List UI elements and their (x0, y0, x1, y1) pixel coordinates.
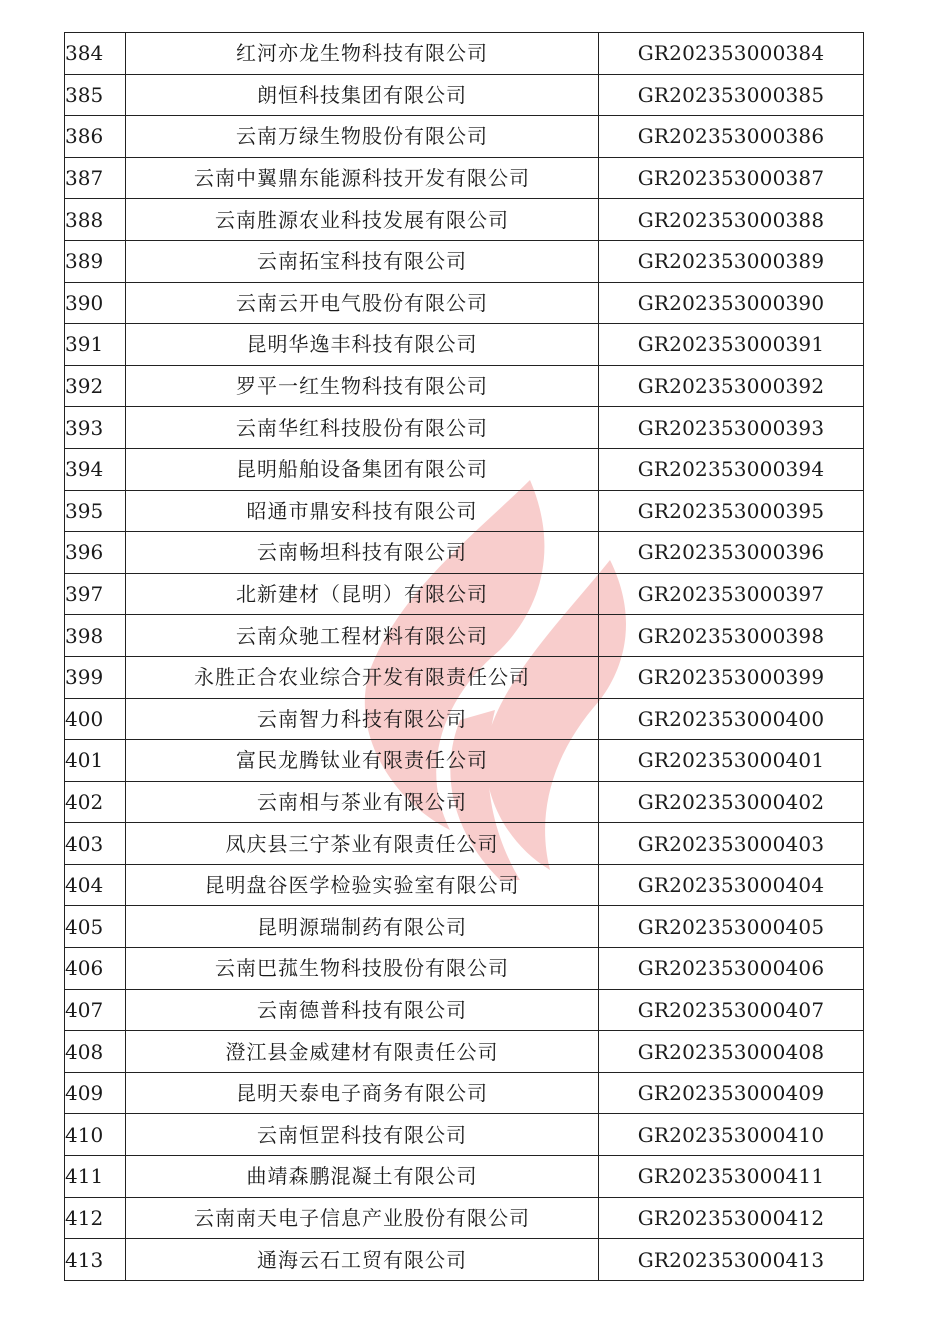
company-name: 云南相与茶业有限公司 (126, 781, 599, 823)
row-number: 404 (65, 864, 126, 906)
row-number: 403 (65, 823, 126, 865)
company-name: 云南巴菰生物科技股份有限公司 (126, 948, 599, 990)
row-number: 407 (65, 989, 126, 1031)
certificate-code: GR202353000411 (599, 1156, 864, 1198)
row-number: 405 (65, 906, 126, 948)
company-name: 昆明天泰电子商务有限公司 (126, 1072, 599, 1114)
table-row (65, 615, 864, 657)
row-number: 408 (65, 1031, 126, 1073)
certificate-code: GR202353000390 (599, 282, 864, 324)
company-name: 罗平一红生物科技有限公司 (126, 365, 599, 407)
certificate-code: GR202353000386 (599, 116, 864, 158)
table-row (65, 532, 864, 574)
certificate-code: GR202353000408 (599, 1031, 864, 1073)
certificate-code: GR202353000409 (599, 1072, 864, 1114)
row-number: 412 (65, 1197, 126, 1239)
table-row (65, 490, 864, 532)
company-name: 昆明华逸丰科技有限公司 (126, 324, 599, 366)
table-row (65, 573, 864, 615)
row-number: 395 (65, 490, 126, 532)
certificate-code: GR202353000401 (599, 740, 864, 782)
row-number: 402 (65, 781, 126, 823)
row-number: 387 (65, 157, 126, 199)
certificate-code: GR202353000413 (599, 1239, 864, 1281)
row-number: 394 (65, 448, 126, 490)
company-name: 凤庆县三宁茶业有限责任公司 (126, 823, 599, 865)
table-row (65, 864, 864, 906)
certificate-code: GR202353000393 (599, 407, 864, 449)
table-body (65, 33, 864, 1281)
company-name: 通海云石工贸有限公司 (126, 1239, 599, 1281)
company-name: 云南中翼鼎东能源科技开发有限公司 (126, 157, 599, 199)
row-number: 411 (65, 1156, 126, 1198)
table-row (65, 74, 864, 116)
row-number: 388 (65, 199, 126, 241)
row-number: 391 (65, 324, 126, 366)
company-name: 云南南天电子信息产业股份有限公司 (126, 1197, 599, 1239)
row-number: 396 (65, 532, 126, 574)
certificate-code: GR202353000403 (599, 823, 864, 865)
company-name: 红河亦龙生物科技有限公司 (126, 33, 599, 75)
row-number: 409 (65, 1072, 126, 1114)
table-row (65, 948, 864, 990)
company-name: 云南众驰工程材料有限公司 (126, 615, 599, 657)
table-row (65, 33, 864, 75)
company-name: 云南拓宝科技有限公司 (126, 240, 599, 282)
company-name: 曲靖森鹏混凝土有限公司 (126, 1156, 599, 1198)
table-row (65, 1031, 864, 1073)
row-number: 392 (65, 365, 126, 407)
table-row (65, 740, 864, 782)
company-name: 云南德普科技有限公司 (126, 989, 599, 1031)
certificate-code: GR202353000399 (599, 656, 864, 698)
company-name: 永胜正合农业综合开发有限责任公司 (126, 656, 599, 698)
row-number: 401 (65, 740, 126, 782)
company-name: 云南恒罡科技有限公司 (126, 1114, 599, 1156)
certificate-code: GR202353000398 (599, 615, 864, 657)
certificate-code: GR202353000405 (599, 906, 864, 948)
company-name: 北新建材（昆明）有限公司 (126, 573, 599, 615)
row-number: 413 (65, 1239, 126, 1281)
certificate-code: GR202353000396 (599, 532, 864, 574)
table-row (65, 656, 864, 698)
table-row (65, 1072, 864, 1114)
certificate-code: GR202353000385 (599, 74, 864, 116)
certificate-code: GR202353000400 (599, 698, 864, 740)
table-row (65, 116, 864, 158)
table-row (65, 157, 864, 199)
row-number: 406 (65, 948, 126, 990)
certificate-code: GR202353000397 (599, 573, 864, 615)
table-row (65, 324, 864, 366)
table-row (65, 448, 864, 490)
table-row (65, 1197, 864, 1239)
table-row (65, 1239, 864, 1281)
table-row (65, 823, 864, 865)
company-name: 昆明盘谷医学检验实验室有限公司 (126, 864, 599, 906)
table-row (65, 989, 864, 1031)
table-row (65, 407, 864, 449)
row-number: 385 (65, 74, 126, 116)
certificate-code: GR202353000410 (599, 1114, 864, 1156)
company-name: 云南万绿生物股份有限公司 (126, 116, 599, 158)
table-row (65, 781, 864, 823)
company-name: 昭通市鼎安科技有限公司 (126, 490, 599, 532)
row-number: 384 (65, 33, 126, 75)
certificate-code: GR202353000387 (599, 157, 864, 199)
row-number: 393 (65, 407, 126, 449)
certificate-code: GR202353000389 (599, 240, 864, 282)
row-number: 399 (65, 656, 126, 698)
certificate-code: GR202353000388 (599, 199, 864, 241)
company-name: 云南云开电气股份有限公司 (126, 282, 599, 324)
company-name: 云南华红科技股份有限公司 (126, 407, 599, 449)
row-number: 410 (65, 1114, 126, 1156)
table-row (65, 365, 864, 407)
row-number: 400 (65, 698, 126, 740)
row-number: 390 (65, 282, 126, 324)
certificate-code: GR202353000412 (599, 1197, 864, 1239)
certificate-code: GR202353000407 (599, 989, 864, 1031)
company-name: 富民龙腾钛业有限责任公司 (126, 740, 599, 782)
row-number: 386 (65, 116, 126, 158)
company-name: 澄江县金威建材有限责任公司 (126, 1031, 599, 1073)
certificate-code: GR202353000391 (599, 324, 864, 366)
table-row (65, 199, 864, 241)
row-number: 389 (65, 240, 126, 282)
table-row (65, 240, 864, 282)
certificate-list-table (64, 32, 864, 1281)
certificate-code: GR202353000404 (599, 864, 864, 906)
company-name: 云南畅坦科技有限公司 (126, 532, 599, 574)
table-row (65, 282, 864, 324)
table-row (65, 1156, 864, 1198)
certificate-code: GR202353000406 (599, 948, 864, 990)
table-row (65, 906, 864, 948)
company-name: 昆明源瑞制药有限公司 (126, 906, 599, 948)
company-name: 云南胜源农业科技发展有限公司 (126, 199, 599, 241)
certificate-code: GR202353000402 (599, 781, 864, 823)
table-row (65, 698, 864, 740)
company-name: 朗恒科技集团有限公司 (126, 74, 599, 116)
table-row (65, 1114, 864, 1156)
company-name: 昆明船舶设备集团有限公司 (126, 448, 599, 490)
certificate-code: GR202353000384 (599, 33, 864, 75)
company-name: 云南智力科技有限公司 (126, 698, 599, 740)
certificate-code: GR202353000394 (599, 448, 864, 490)
row-number: 398 (65, 615, 126, 657)
certificate-code: GR202353000395 (599, 490, 864, 532)
certificate-code: GR202353000392 (599, 365, 864, 407)
row-number: 397 (65, 573, 126, 615)
